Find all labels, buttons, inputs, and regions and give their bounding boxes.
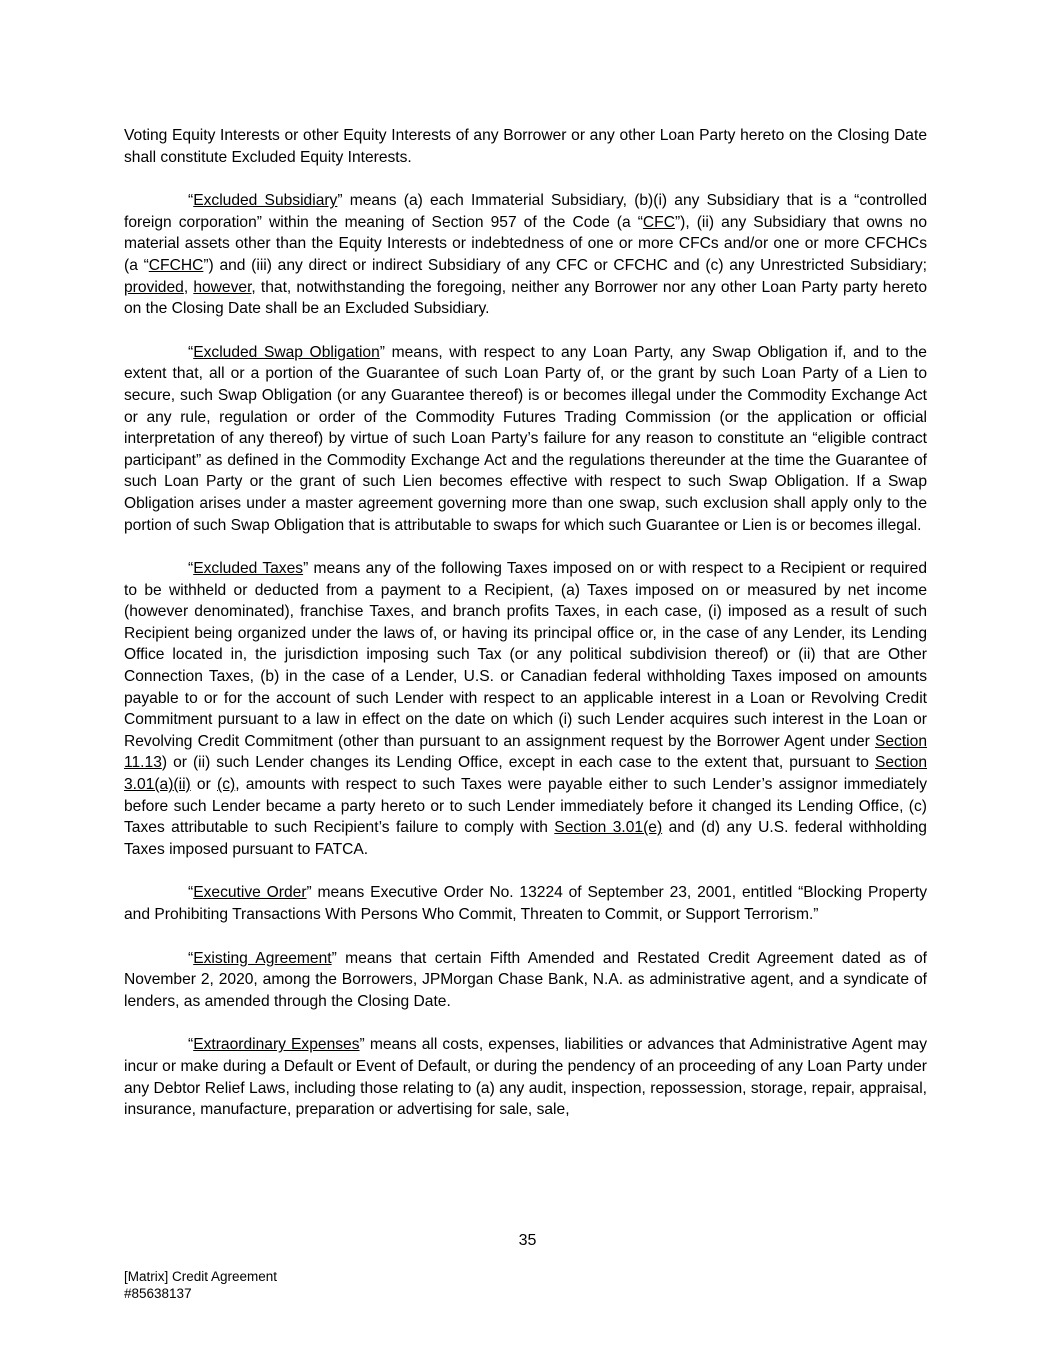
- definition-paragraph: [124, 190, 927, 320]
- definition-text: , amounts with respect to such Taxes were payable either to such Lender’s assignor immediately before such Lender became a party hereto or to such Lender immediately before it changed its Lending Office, (c) Taxes attributable to such Recipient’s failure to comply with: [124, 776, 927, 837]
- continuation-paragraph: Voting Equity Interests or other Equity Interests of any Borrower or any other Loan Party hereto on the Closing Date shall constitute Excluded Equity Interests.: [124, 127, 927, 166]
- definitions-list: [124, 190, 927, 1121]
- definition-text: ” means Executive Order No. 13224 of September 23, 2001, entitled “Blocking Property and Prohibiting Transactions With Persons Who Commit, Threaten to Commit, or Support Terrorism.”: [124, 884, 927, 923]
- defined-term-underlined: Existing Agreement: [193, 949, 332, 967]
- document-footer: [124, 1268, 277, 1302]
- definition-text: ” means that certain Fifth Amended and Restated Credit Agreement dated as of November 2, 2020, among the Borrowers, JPMorgan Chase Bank, N.A. as administrative agent, and a syndicate of lenders, as amended through the Closing Date.: [124, 949, 927, 1010]
- defined-term-underlined: Extraordinary Expenses: [193, 1036, 360, 1054]
- definition-text: “: [188, 884, 194, 902]
- defined-term-underlined: CFC: [642, 213, 675, 231]
- definition-text: ” means (a) each Immaterial Subsidiary, (b)(i) any Subsidiary that is a “controlled foreign corporation” within the meaning of Section 957 of the Code (a “: [124, 192, 927, 231]
- footer-document-title: [Matrix] Credit Agreement: [124, 1269, 278, 1284]
- definition-text: ” means, with respect to any Loan Party, any Swap Obligation if, and to the extent that, all or a portion of the Guarantee of such Loan Party of, or the grant by such Loan Party of a Lien to secure, such Swap Obligation (or any Guarantee thereof) is or becomes illegal under the Commodity Exchange Act or any rule, regulation or order of the Commodity Futures Trading Commission (or the application or official interpretation of any thereof) by virtue of such Loan Party’s failure for any reason to constitute an “eligible contract participant” as defined in the Commodity Exchange Act and the regulations thereunder at the time the Guarantee of such Loan Party or the grant of such Lien becomes effective with respect to such Swap Obligation. If a Swap Obligation arises under a master agreement governing more than one swap, such exclusion shall apply only to the portion of such Swap Obligation that is attributable to swaps for which such Guarantee or Lien is or becomes illegal.: [124, 343, 927, 534]
- definition-text: ,: [183, 278, 194, 296]
- defined-term-underlined: Executive Order: [193, 884, 307, 902]
- defined-term-underlined: Excluded Swap Obligation: [193, 343, 380, 361]
- definition-paragraph: [124, 1034, 927, 1120]
- definition-text: ” means any of the following Taxes imposed on or with respect to a Recipient or required to be withheld or deducted from a payment to a Recipient, (a) Taxes imposed on or measured by net income (however denominated), franchise Taxes, and branch profits Taxes, in each case, (i) imposed as a result of such Recipient being organized under the laws of, or having its principal office or, in the case of any Lender, its Lending Office located in, the jurisdiction imposing such Tax (or any political subdivision thereof) or (ii) that are Other Connection Taxes, (b) in the case of a Lender, U.S. or Canadian federal withholding Taxes imposed on amounts payable to or for the account of such Lender with respect to an applicable interest in a Loan or Revolving Credit Commitment pursuant to a law in effect on the date on which (i) such Lender acquires such interest in the Loan or Revolving Credit Commitment (other than pursuant to an assignment request by the Borrower Agent under: [124, 560, 927, 750]
- definition-text: “: [188, 192, 194, 210]
- definition-text: , that, notwithstanding the foregoing, neither any Borrower nor any other Loan Party party hereto on the Closing Date shall be an Excluded Subsidiary.: [124, 278, 927, 318]
- definition-text: “: [188, 343, 194, 361]
- definition-paragraph: [124, 882, 927, 925]
- definition-text: ”), (ii) any Subsidiary that owns no material assets other than the Equity Interests or indebtedness of one or more CFCs and/or one or more CFCHCs (a “: [124, 213, 928, 274]
- defined-term-underlined: however: [193, 278, 252, 296]
- definition-text: ” means all costs, expenses, liabilities or advances that Administrative Agent may incur or make during a Default or Event of Default, or during the pendency of an proceeding of any Loan Party under any Debtor Relief Laws, including those relating to (a) any audit, inspection, repossession, storage, repair, appraisal, insurance, manufacture, preparation or advertising for sale, sale,: [124, 1036, 928, 1119]
- defined-term-underlined: provided: [124, 278, 184, 296]
- definition-paragraph: [124, 342, 927, 536]
- definition-text: “: [188, 1036, 194, 1054]
- defined-term-underlined: Section 11.13: [124, 732, 927, 772]
- defined-term-underlined: (c): [217, 776, 236, 794]
- footer-document-id: #85638137: [124, 1286, 192, 1301]
- definition-text: or: [190, 776, 217, 794]
- definition-text: ) or (ii) such Lender changes its Lending Office, except in each case to the extent that, pursuant to: [161, 754, 875, 772]
- defined-term-underlined: CFCHC: [148, 256, 204, 274]
- defined-term-underlined: Excluded Subsidiary: [193, 192, 338, 210]
- defined-term-underlined: Section 3.01(a)(ii): [124, 754, 927, 794]
- defined-term-underlined: Excluded Taxes: [193, 560, 304, 578]
- defined-term-underlined: Section 3.01(e): [554, 819, 663, 837]
- page-number: 35: [518, 1232, 537, 1249]
- definition-paragraph: [124, 558, 927, 860]
- definition-text: and (d) any U.S. federal withholding Taxes imposed pursuant to FATCA.: [124, 819, 927, 858]
- document-body: [124, 125, 927, 1143]
- definition-text: “: [188, 949, 194, 967]
- definition-text: “: [188, 560, 194, 578]
- definition-paragraph: [124, 948, 927, 1013]
- definition-text: ”) and (iii) any direct or indirect Subsidiary of any CFC or CFCHC and (c) any Unrestricted Subsidiary;: [203, 256, 928, 274]
